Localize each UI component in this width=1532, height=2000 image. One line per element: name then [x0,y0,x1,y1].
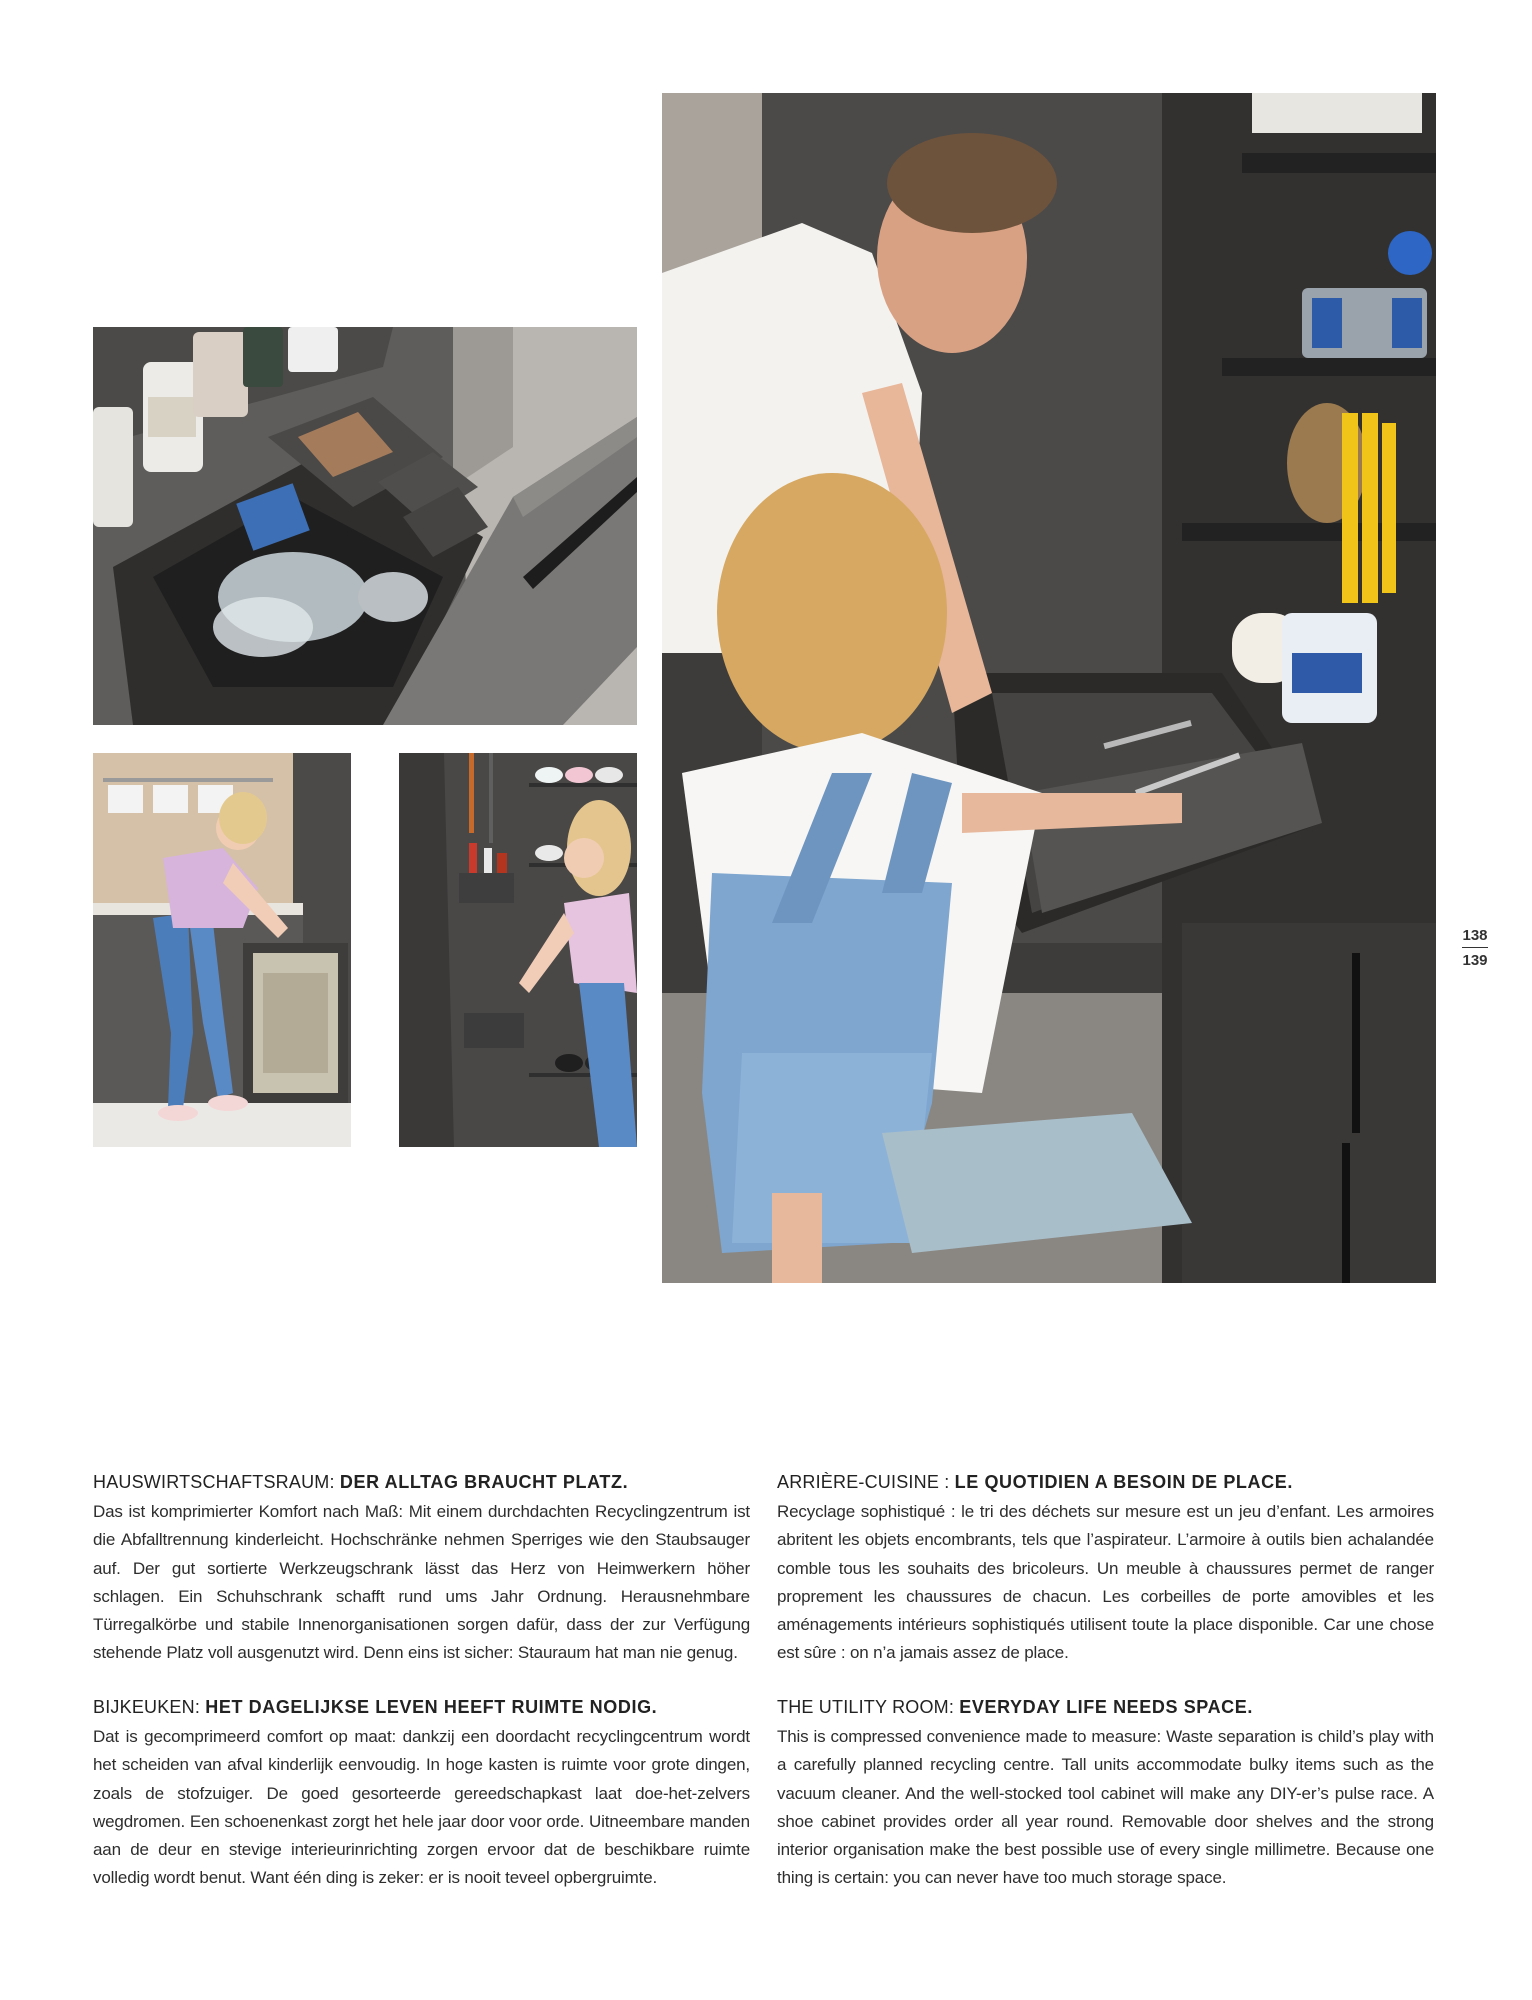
section-english-heading [777,1693,1434,1721]
page-number-left: 138 [1462,927,1488,944]
section-french-label: ARRIÈRE-CUISINE : [777,1472,950,1492]
page-numbers [1458,928,1492,969]
section-french-heading [777,1468,1434,1496]
section-german [93,1468,750,1668]
section-french [777,1468,1434,1668]
tool-cabinet-photo [662,93,1436,1283]
page-number-right: 139 [1462,952,1488,969]
laundry-bin-photo [93,753,351,1147]
section-english-headline: EVERYDAY LIFE NEEDS SPACE. [959,1697,1253,1717]
section-english [777,1693,1434,1893]
section-french-body: Recyclage sophistiqué : le tri des déchets sur mesure est un jeu d’enfant. Les armoires abritent les objets encombrants, tels que l’aspirateur. L’armoire à outils bien achalandée comble tous les souhaits des bricoleurs. Un meuble à chaussures permet de ranger proprement les chaussures de chacun. Les corbeilles de porte amovibles et les aménagements intérieurs sophistiqués utilisent toute la place disponible. Car une chose est sûre : on n’a jamais assez de place. [777,1502,1434,1663]
section-dutch-body: Dat is gecomprimeerd comfort op maat: dankzij een doordacht recyclingcentrum wordt het scheiden van afval kinderlijk eenvoudig. In hoge kasten is ruimte voor grote dingen, zoals de stofzuiger. De goed gesorteerde gereedschapkast laat doe-het-zelvers wegdromen. Een schoenenkast zorgt het hele jaar door voor orde. Uitneembare manden aan de deur en stevige interieurinrichting zorgen ervoor dat de beschikbare ruimte volledig wordt benut. Want één ding is zeker: er is nooit teveel opbergruimte. [93,1727,750,1888]
recycling-drawer-photo [93,327,637,725]
section-german-heading [93,1468,750,1496]
section-german-headline: DER ALLTAG BRAUCHT PLATZ. [339,1472,629,1492]
section-german-label: HAUSWIRTSCHAFTSRAUM: [93,1472,335,1492]
section-dutch-label: BIJKEUKEN: [93,1697,201,1717]
page-number-divider [1462,947,1488,948]
section-dutch [93,1693,750,1893]
shoe-cabinet-photo [399,753,637,1147]
section-german-body: Das ist komprimierter Komfort nach Maß: Mit einem durchdachten Recyclingzentrum ist die Abfalltrennung kinderleicht. Hochschränke nehmen Sperriges wie den Staubsauger auf. Der gut sortierte Werkzeugschrank lässt das Herz von Heimwerkern höher schlagen. Ein Schuhschrank schafft rund ums Jahr Ordnung. Herausnehmbare Türregalkörbe und stabile Innenorganisationen sorgen dafür, dass der zur Verfügung stehende Platz voll ausgenutzt wird. Denn eins ist sicher: Stauraum hat man nie genug. [93,1502,750,1663]
section-english-body: This is compressed convenience made to measure: Waste separation is child’s play with a carefully planned recycling centre. Tall units accommodate bulky items such as the vacuum cleaner. And the well-stocked tool cabinet will make any DIY-er’s pulse race. A shoe cabinet provides order all year round. Removable door shelves and the strong interior organisation make the best possible use of every single millimetre. Because one thing is certain: you can never have too much storage space. [777,1727,1434,1888]
section-french-headline: LE QUOTIDIEN A BESOIN DE PLACE. [954,1472,1293,1492]
section-dutch-heading [93,1693,750,1721]
section-dutch-headline: HET DAGELIJKSE LEVEN HEEFT RUIMTE NODIG. [205,1697,658,1717]
section-english-label: THE UTILITY ROOM: [777,1697,955,1717]
